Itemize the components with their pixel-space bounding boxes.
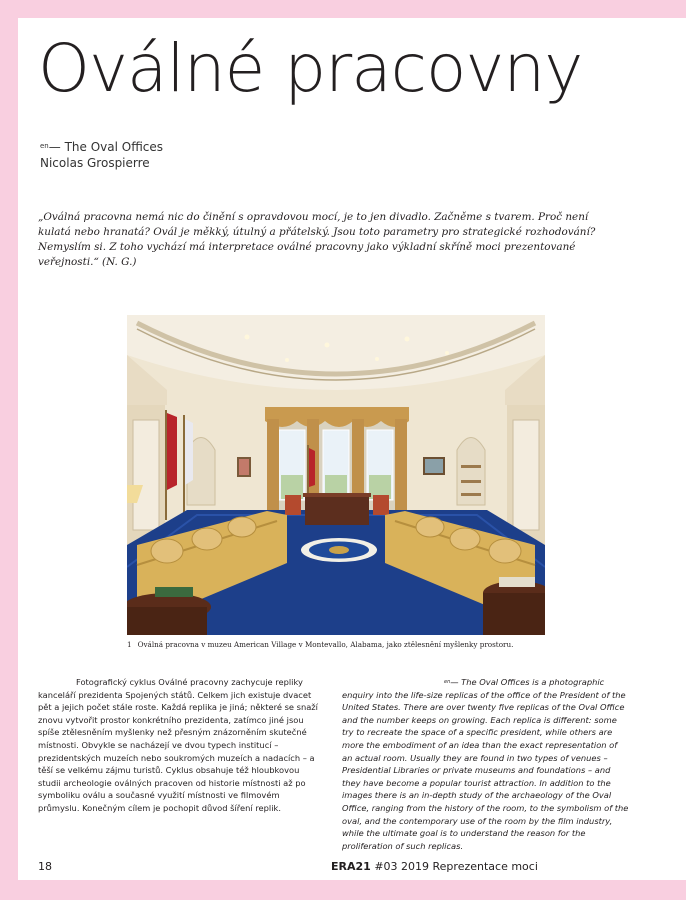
english-title-line: [40, 139, 163, 155]
body-text-czech: Fotografický cyklus Oválné pracovny zachycuje repliky kanceláří prezidenta Spojených států. Celkem jich existuje dvacet pět a jejich počet stále roste. Každá replika je jiná; některé se snaží znovu vytvořit prostor konkrétního prezidenta, zatímco jiné jsou spíše ztělesněním myšlenky než přesným znázorněním skutečné místnosti. Obvykle se nacházejí ve dvou typech institucí – prezidentských muzeích nebo soukromých muzeích a nadacích – a těší se velkému zájmu turistů. Cyklus obsahuje též hloubkovou studii archeologie oválných pracoven od historie místnosti až po symboliku oválu a současné využití místnosti ve filmovém průmyslu. Konečným cílem je pochopit důvod šíření replik.: [38, 677, 318, 813]
english-title: — The Oval Offices: [48, 140, 164, 154]
issue-label: #03 2019 Reprezentace moci: [374, 860, 538, 873]
lead-quote: „Oválná pracovna nemá nic do činění s opravdovou mocí, je to jen divadlo. Začněme s tvarem. Proč není kulatá nebo hranatá? Ovál je měkký, útulný a přátelský. Jsou toto parametry pro strategické rozhodování? Nemyslím si. Z toho vychází má interpretace oválné pracovny jako výkladní skříně moci prezentované veřejnosti.“ (N. G.): [38, 211, 596, 268]
body-text-english: — The Oval Offices is a photographic enquiry into the life-size replicas of the office of the President of the United States. There are over twenty five replicas of the Oval Office and the number keeps on growing. Each replica is different: some try to recreate the space of a specific president, while others are more the embodiment of an idea than the exact representation of an actual room. Usually they are found in two types of venues – Presidential Libraries or private museums and foundations – and they have become a popular tourist attraction. In addition to the images there is an in-depth study of the archaeology of the Oval Office, ranging from the history of the room, to the symbolism of the oval, and the contemporary use of the room by the film industry, while the ultimate goal is to understand the reason for the proliferation of such replicas.: [342, 677, 629, 851]
language-tag: en: [444, 679, 451, 685]
running-footer: [331, 860, 538, 873]
magazine-page: [18, 18, 686, 880]
body-column-czech: [38, 676, 322, 815]
figure-caption-text: Oválná pracovna v muzeu American Village v Montevallo, Alabama, jako ztělesnění myšlenky prostoru.: [137, 640, 514, 649]
figure-number: 1: [127, 640, 132, 649]
magazine-name: ERA21: [331, 860, 371, 873]
author-name: Nicolas Grospierre: [40, 156, 150, 170]
article-title: Oválné pracovny: [38, 30, 583, 107]
oval-office-photo: [127, 315, 545, 635]
language-tag: en: [40, 142, 49, 150]
byline: [40, 139, 163, 171]
figure-caption: [127, 640, 607, 650]
body-column-english: [342, 676, 630, 852]
page-number: 18: [38, 860, 52, 873]
